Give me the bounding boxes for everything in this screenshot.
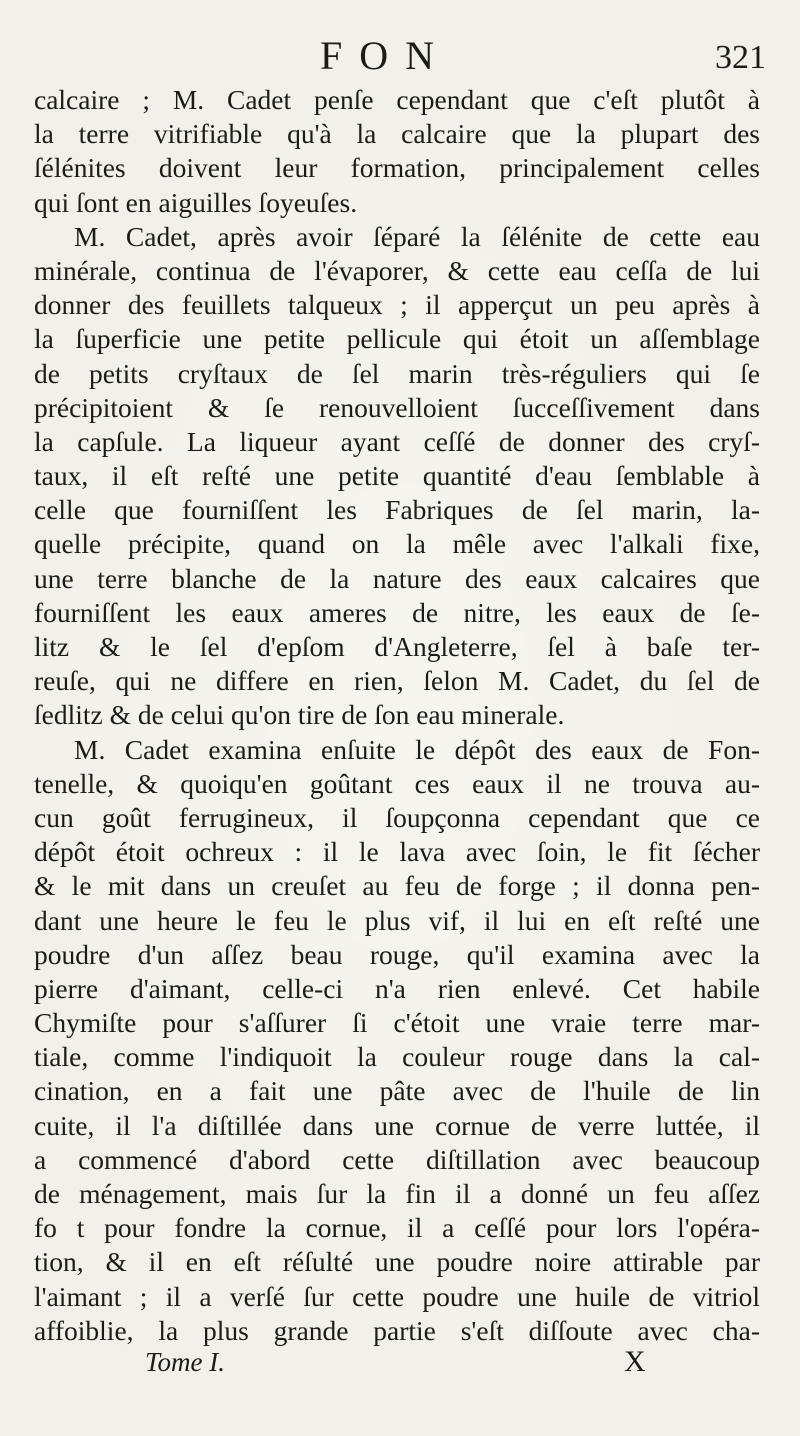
- text-line: calcaire ; M. Cadet penſe cependant que c'eſt plutôt à: [34, 84, 760, 115]
- text-line: fourniſſent les eaux ameres de nitre, les eaux de ſe-: [34, 596, 760, 628]
- text-line: ſedlitz & de celui qu'on tire de ſon eau minerale.: [34, 699, 565, 731]
- text-line: cun goût ferrugineux, il ſoupçonna cependant que ce: [34, 801, 760, 833]
- text-line: M. Cadet examina enſuite le dépôt des eaux de Fon-: [74, 733, 760, 765]
- text-line: tenelle, & quoiqu'en goûtant ces eaux il ne trouva au-: [34, 767, 760, 799]
- signature-mark: X: [624, 1345, 646, 1378]
- text-line: qui ſont en aiguilles ſoyeuſes.: [34, 186, 358, 218]
- volume-label: Tome I.: [145, 1347, 226, 1377]
- text-line: de petits cryſtaux de ſel marin très-réguliers qui ſe: [34, 357, 760, 389]
- page-footer: [0, 1342, 800, 1382]
- text-line: la terre vitrifiable qu'à la calcaire que la plupart des: [34, 118, 760, 150]
- text-line: ſélénites doivent leur formation, principalement celles: [34, 152, 760, 184]
- text-line: M. Cadet, après avoir ſéparé la ſélénite de cette eau: [74, 220, 760, 252]
- text-line: l'aimant ; il a verſé ſur cette poudre une huile de vitriol: [34, 1280, 760, 1312]
- text-line: quelle précipite, quand on la mêle avec l'alkali fixe,: [34, 528, 760, 560]
- text-line: de ménagement, mais ſur la fin il a donné un feu aſſez: [34, 1178, 760, 1209]
- text-line: dant une heure le feu le plus vif, il lui en eſt reſté une: [34, 904, 760, 936]
- text-line: pierre d'aimant, celle-ci n'a rien enlevé. Cet habile: [34, 972, 760, 1004]
- text-line: a commencé d'abord cette diſtillation avec beaucoup: [34, 1143, 760, 1175]
- text-line: dépôt étoit ochreux : il le lava avec ſoin, le fit ſécher: [34, 836, 760, 868]
- text-line: précipitoient & ſe renouvelloient ſucceſſivement dans: [34, 391, 760, 423]
- text-line: cuite, il l'a diſtillée dans une cornue de verre luttée, il: [34, 1109, 760, 1141]
- text-line: Chymiſte pour s'aſſurer ſi c'étoit une vraie terre mar-: [34, 1007, 760, 1039]
- text-line: litz & le ſel d'epſom d'Angleterre, ſel à baſe ter-: [34, 631, 760, 662]
- text-line: une terre blanche de la nature des eaux calcaires que: [34, 562, 760, 594]
- text-line: cination, en a fait une pâte avec de l'huile de lin: [34, 1075, 760, 1107]
- running-head-title: FON: [320, 33, 452, 78]
- text-line: donner des feuillets talqueux ; il apperçut un peu après à: [34, 289, 760, 321]
- text-line: minérale, continua de l'évaporer, & cette eau ceſſa de lui: [34, 254, 760, 286]
- text-line: tion, & il en eſt réſulté une poudre noire attirable par: [34, 1246, 760, 1278]
- text-line: reuſe, qui ne differe en rien, ſelon M. Cadet, du ſel de: [34, 665, 760, 697]
- text-line: poudre d'un aſſez beau rouge, qu'il examina avec la: [34, 938, 760, 970]
- text-line: fo t pour fondre la cornue, il a ceſſé pour lors l'opéra-: [34, 1212, 760, 1244]
- text-line: taux, il eſt reſté une petite quantité d'eau ſemblable à: [34, 460, 760, 492]
- text-line: tiale, comme l'indiquoit la couleur rouge dans la cal-: [34, 1041, 760, 1073]
- page-number: 321: [715, 39, 766, 76]
- text-line: affoiblie, la plus grande partie s'eſt diſſoute avec cha-: [34, 1314, 760, 1346]
- text-line: celle que fourniſſent les Fabriques de ſel marin, la-: [34, 494, 760, 526]
- text-line: la capſule. La liqueur ayant ceſſé de donner des cryſ-: [34, 425, 760, 457]
- running-head: [0, 32, 800, 80]
- text-line: la ſuperficie une petite pellicule qui étoit un aſſemblage: [34, 323, 760, 355]
- body-text: [34, 83, 760, 1348]
- text-line: & le mit dans un creuſet au feu de forge ; il donna pen-: [34, 870, 760, 902]
